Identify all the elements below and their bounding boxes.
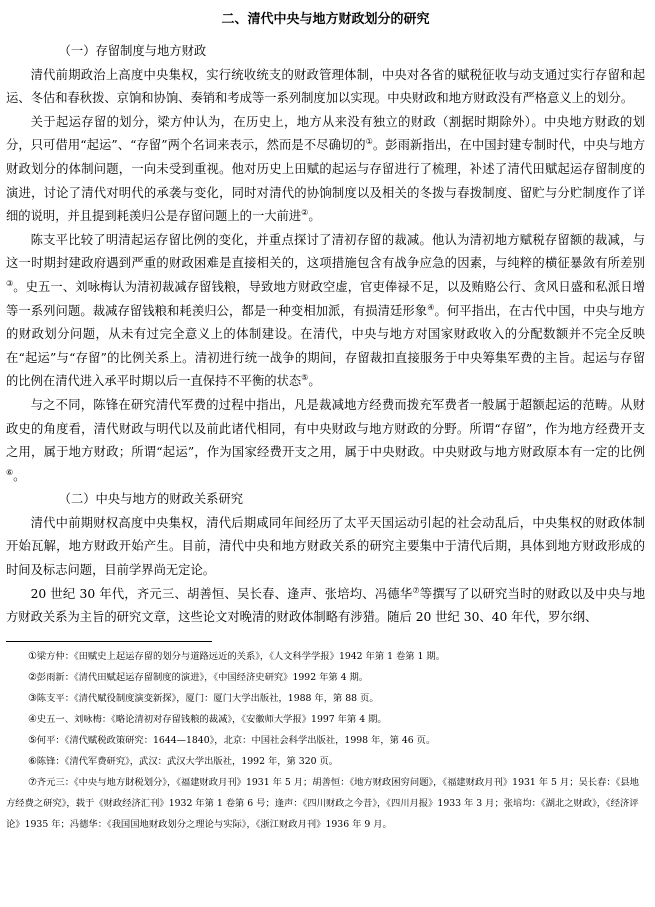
footnote-divider: [6, 641, 212, 642]
footnote-3: ③陈支平：《清代赋役制度演变新探》，厦门：厦门大学出版社，1988 年，第 88 页。: [28, 692, 379, 704]
footnote-ref-7[interactable]: ⑦: [412, 585, 420, 595]
footnote-5: ⑤何平：《清代赋税政策研究：1644—1840》，北京：中国社会科学出版社，1998 年，第 46 页。: [28, 734, 436, 746]
footnote-2: ②彭雨新：《清代田赋起运存留制度的演进》，《中国经济史研究》1992 年第 4 期。: [28, 671, 369, 683]
paragraph-6: 20 世纪 30 年代，齐元三、胡善恒、吴长春、逢声、张培均、冯德华⑦等撰写了以研究当时的财政以及中央与地方财政关系为主旨的研究文章，这些论文对晚清的财政体制略有涉猎。随后 20 世纪 30、40 年代，罗尔纲、: [6, 585, 645, 625]
body-text: [6, 40, 645, 630]
footnote-ref-6[interactable]: ⑥: [6, 467, 14, 477]
paragraph-1: 清代前期政治上高度中央集权，实行统收统支的财政管理体制，中央对各省的赋税征收与动支通过实行存留和起运、冬估和春秋拨、京饷和协饷、奏销和考成等一系列制度加以实现。中央财政和地方财政没有严格意义上的划分。: [6, 67, 645, 106]
footnote-ref-4[interactable]: ④: [427, 302, 435, 312]
paragraph-3: 陈支平比较了明清起运存留比例的变化，并重点探讨了清初存留的裁减。他认为清初地方赋税存留额的裁减，与这一时期封建政府遇到严重的财政困难是直接相关的，这项措施包含有战争应急的因素，与纯粹的横征暴敛有所差别③。史五一、刘咏梅认为清初裁减存留钱粮，导致地方财政空虚，官吏俸禄不足，以及贿赂公行、贪风日盛和私派日增等一系列问题。裁减存留钱粮和耗羡归公，都是一种变相加派，有损清廷形象④。何平指出，在古代中国，中央与地方的财政划分问题，从未有过完全意义上的体制建设。在清代，中央与地方对国家财政收入的分配数额并不完全反映在“起运”与“存留”的比例关系上。清初进行统一战争的期间，存留裁扣直接服务于中央筹集军费的主旨。起运与存留的比例在清代进入承平时期以后一直保持不平衡的状态⑤。: [6, 232, 645, 389]
footnote-6: ⑥陈锋：《清代军费研究》，武汉：武汉大学出版社，1992 年，第 320 页。: [28, 755, 339, 767]
subsection-heading-1: （一）存留制度与地方财政: [58, 44, 207, 58]
footnote-ref-1[interactable]: ①: [365, 137, 373, 147]
footnote-ref-5[interactable]: ⑤: [301, 373, 309, 383]
paragraph-2: 关于起运存留的划分，梁方仲认为，在历史上，地方从来没有独立的财政（割据时期除外）。中央地方财政的划分，只可借用“起运”、“存留”两个名词来表示，然而是不尽确切的①。彭雨新指出，在中国封建专制时代，中央与地方财政划分的体制问题，一向未受到重视。他对历史上田赋的起运与存留进行了梳理，补述了清代田赋起运存留制度的演进，讨论了清代对明代的承袭与变化，同时对清代的协饷制度以及相关的冬拨与春拨制度、留贮与分贮制度作了详细的说明，并且提到耗羡归公是存留问题上的一大前进②。: [6, 114, 645, 224]
paragraph-5: 清代中前期财权高度中央集权，清代后期咸同年间经历了太平天国运动引起的社会动乱后，中央集权的财政体制开始瓦解，地方财政开始产生。目前，清代中央和地方财政关系的研究主要集中于清代后期，具体到地方财政形成的时间及标志问题，目前学界尚无定论。: [6, 515, 645, 578]
footnote-ref-2[interactable]: ②: [301, 208, 309, 218]
footnote-ref-3[interactable]: ③: [6, 278, 14, 288]
subsection-heading-2: （二）中央与地方的财政关系研究: [58, 492, 244, 507]
footnotes: [6, 646, 645, 835]
paragraph-4: 与之不同，陈锋在研究清代军费的过程中指出，凡是裁减地方经费而拨充军费者一般属于超额起运的范畴。从财政史的角度看，清代财政与明代以及前此诸代相同，有中央财政与地方财政的分野。所谓“存留”，作为地方经费开支之用，属于地方财政；所谓“起运”，作为国家经费开支之用，属于中央财政。中央财政与地方财政原本有一定的比例⑥。: [6, 397, 645, 483]
section-title: 二、清代中央与地方财政划分的研究: [221, 12, 430, 27]
footnote-7: ⑦齐元三：《中央与地方財税划分》，《福建财政月刊》1931 年 5 月；胡善恒：《地方财政困穷问题》，《福建财政月刊》1931 年 5 月；吴长春：《县地方经费之研究》，载于《财政经济汇刊》1932 年第 1 卷第 6 号；逢声：《四川财政之今昔》，《四川月报》1933 年 3 月；张培均：《湖北之财政》，《经济评论》1935 年；冯德华：《我国国地财政划分之理论与实际》，《浙江财政月刊》1936 年 9 月。: [6, 776, 639, 830]
footnote-4: ④史五一、刘咏梅：《略论清初对存留钱粮的裁减》，《安徽师大学报》1997 年第 4 期。: [28, 713, 387, 725]
footnote-1: ①梁方仲：《田赋史上起运存留的划分与道路远近的关系》，《人文科学学报》1942 年第 1 卷第 1 期。: [28, 650, 445, 662]
